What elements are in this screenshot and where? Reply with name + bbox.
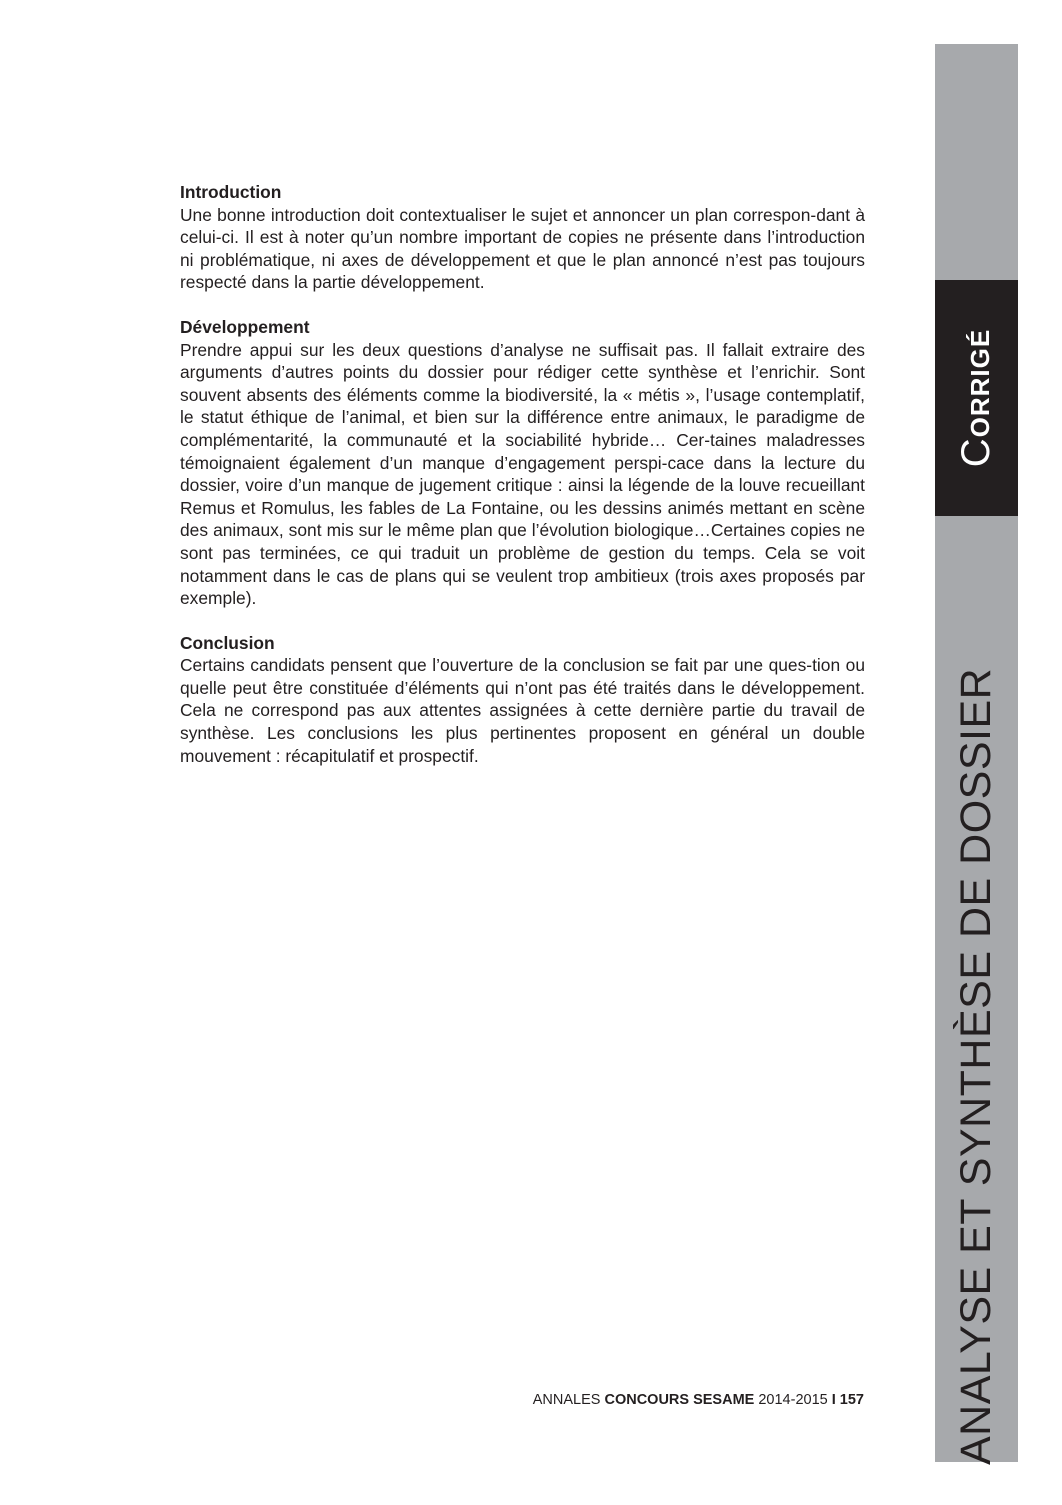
section-body: Prendre appui sur les deux questions d’analyse ne suffisait pas. Il fallait extraire des arguments d’autres points du dossier pour rédiger cette synthèse et l’enrichir. Sont souvent absents des éléments comme la biodiversité, la « métis », l’usage contemplatif, le statut éthique de l’animal, et bien sur la différence entre animaux, le paradigme de complémentarité, la communauté et la sociabilité hybride… Cer-taines maladresses témoignaient également d’un manque d’engagement perspi-cace dans la lecture du dossier, voire d’un manque de jugement critique : ainsi la légende de la louve recueillant Remus et Romulus, les fables de La Fontaine, ou les dessins animés mettant en scène des animaux, sont mis sur le même plan que l’évolution biologique…Certaines copies ne sont pas terminées, ce qui traduit un problème de gestion du temps. Cela se voit notamment dans le cas de plans qui se veulent trop ambitieux (trois axes proposés par exemple). bbox=[180, 339, 865, 609]
section-heading: Introduction bbox=[180, 182, 282, 202]
footer-year: 2014-2015 bbox=[758, 1392, 828, 1408]
page-number: 157 bbox=[839, 1392, 864, 1408]
section-heading: Conclusion bbox=[180, 632, 275, 653]
section-developpement bbox=[180, 316, 865, 610]
footer-prefix: ANNALES bbox=[532, 1392, 601, 1408]
footer-separator: I bbox=[831, 1392, 836, 1408]
section-title-vertical: ANALYSE ET SYNTHÈSE DE DOSSIER bbox=[952, 667, 1000, 1465]
section-conclusion bbox=[180, 632, 865, 768]
corrige-initial: C bbox=[954, 437, 998, 468]
section-body: Certains candidats pensent que l’ouverture de la conclusion se fait par une ques-tion ou quelle peut être constituée d’éléments qui n’ont pas été traités dans le développement. Cela ne correspond pas aux attentes assignées à cette dernière partie du travail de synthèse. Les conclusions les plus pertinentes proposent en général un double mouvement : récapitulatif et prospectif. bbox=[180, 655, 865, 766]
section-body: Une bonne introduction doit contextualiser le sujet et annoncer un plan correspon-dant à celui-ci. Il est à noter qu’un nombre important de copies ne présente dans l’introduction ni problématique, ni axes de développement et que le plan annoncé n’est pas toujours respecté dans la partie développement. bbox=[180, 204, 865, 293]
section-introduction bbox=[180, 181, 865, 294]
footer-brand: CONCOURS SESAME bbox=[604, 1392, 755, 1408]
corrige-rest: ORRIGÉ bbox=[965, 328, 995, 438]
section-heading: Développement bbox=[180, 316, 310, 337]
corrige-label bbox=[956, 280, 996, 516]
page-footer bbox=[533, 1391, 864, 1409]
main-content bbox=[180, 181, 865, 789]
